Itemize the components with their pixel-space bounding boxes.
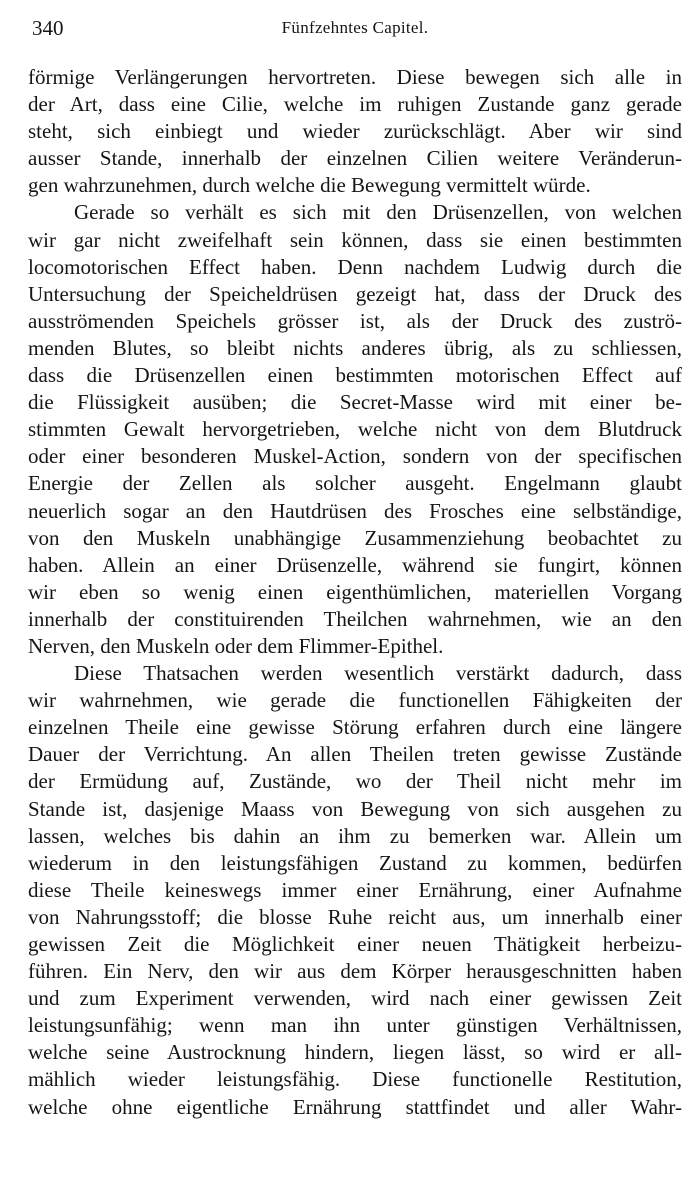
text-line: wir gar nicht zweifelhaft sein können, dass sie einen bestimmten bbox=[28, 227, 682, 252]
book-page bbox=[28, 14, 682, 1194]
text-line: Untersuchung der Speicheldrüsen gezeigt hat, dass der Druck des bbox=[28, 281, 682, 306]
text-line: stimmten Gewalt hervorgetrieben, welche nicht von dem Blutdruck bbox=[28, 417, 682, 442]
paragraph bbox=[28, 199, 682, 660]
text-line: von den Muskeln unabhängige Zusammenziehung beobachtet zu bbox=[28, 525, 682, 550]
text-line: welche seine Austrocknung hindern, liegen lässt, so wird er all- bbox=[28, 1040, 682, 1065]
text-line: dass die Drüsenzellen einen bestimmten motorischen Effect auf bbox=[28, 363, 682, 388]
text-line: lassen, welches bis dahin an ihm zu bemerken war. Allein um bbox=[28, 823, 682, 848]
body-text bbox=[28, 64, 682, 1121]
page-number: 340 bbox=[32, 16, 64, 40]
paragraph bbox=[28, 660, 682, 1121]
text-line: die Flüssigkeit ausüben; die Secret-Masse wird mit einer be- bbox=[28, 390, 682, 415]
text-line: ausser Stande, innerhalb der einzelnen Cilien weitere Veränderun- bbox=[28, 146, 682, 171]
text-line: wir wahrnehmen, wie gerade die functionellen Fähigkeiten der bbox=[28, 688, 682, 713]
text-line: neuerlich sogar an den Hautdrüsen des Frosches eine selbständige, bbox=[28, 498, 682, 523]
text-line: Diese Thatsachen werden wesentlich verstärkt dadurch, dass bbox=[74, 661, 682, 686]
text-line: von Nahrungsstoff; die blosse Ruhe reicht aus, um innerhalb einer bbox=[28, 904, 682, 929]
text-line: locomotorischen Effect haben. Denn nachdem Ludwig durch die bbox=[28, 254, 682, 279]
text-line: ausströmenden Speichels grösser ist, als der Druck des zuströ- bbox=[28, 308, 682, 333]
text-line: wir eben so wenig einen eigenthümlichen, materiellen Vorgang bbox=[28, 579, 682, 604]
text-line: oder einer besonderen Muskel-Action, sondern von der specifischen bbox=[28, 444, 682, 469]
text-line: förmige Verlängerungen hervortreten. Diese bewegen sich alle in bbox=[28, 65, 682, 89]
text-line: einzelnen Theile eine gewisse Störung erfahren durch eine längere bbox=[28, 715, 682, 740]
text-line: gen wahrzunehmen, durch welche die Bewegung vermittelt würde. bbox=[28, 173, 591, 198]
running-head bbox=[28, 14, 682, 44]
text-line: leistungsunfähig; wenn man ihn unter günstigen Verhältnissen, bbox=[28, 1013, 682, 1038]
text-line: haben. Allein an einer Drüsenzelle, während sie fungirt, können bbox=[28, 552, 682, 577]
chapter-title: Fünfzehntes Capitel. bbox=[281, 18, 429, 37]
text-line: Stande ist, dasjenige Maass von Bewegung von sich ausgehen zu bbox=[28, 796, 682, 821]
text-line: Dauer der Verrichtung. An allen Theilen treten gewisse Zustände bbox=[28, 742, 682, 767]
paragraph bbox=[28, 64, 682, 199]
text-line: Nerven, den Muskeln oder dem Flimmer-Epithel. bbox=[28, 633, 444, 658]
text-line: welche ohne eigentliche Ernährung stattfindet und aller Wahr- bbox=[28, 1094, 682, 1119]
text-line: steht, sich einbiegt und wieder zurückschlägt. Aber wir sind bbox=[28, 119, 682, 144]
text-line: wiederum in den leistungsfähigen Zustand zu kommen, bedürfen bbox=[28, 850, 682, 875]
text-line: und zum Experiment verwenden, wird nach einer gewissen Zeit bbox=[28, 986, 682, 1011]
text-line: diese Theile keineswegs immer einer Ernährung, einer Aufnahme bbox=[28, 877, 682, 902]
text-line: menden Blutes, so bleibt nichts anderes übrig, als zu schliessen, bbox=[28, 335, 682, 360]
text-line: innerhalb der constituirenden Theilchen wahrnehmen, wie an den bbox=[28, 606, 682, 631]
text-line: Gerade so verhält es sich mit den Drüsenzellen, von welchen bbox=[74, 200, 682, 225]
text-line: gewissen Zeit die Möglichkeit einer neuen Thätigkeit herbeizu- bbox=[28, 932, 682, 956]
text-line: Energie der Zellen als solcher ausgeht. Engelmann glaubt bbox=[28, 471, 682, 496]
text-line: führen. Ein Nerv, den wir aus dem Körper herausgeschnitten haben bbox=[28, 959, 682, 984]
text-line: mählich wieder leistungsfähig. Diese functionelle Restitution, bbox=[28, 1067, 682, 1092]
text-line: der Ermüdung auf, Zustände, wo der Theil nicht mehr im bbox=[28, 769, 682, 794]
text-line: der Art, dass eine Cilie, welche im ruhigen Zustande ganz gerade bbox=[28, 92, 682, 117]
